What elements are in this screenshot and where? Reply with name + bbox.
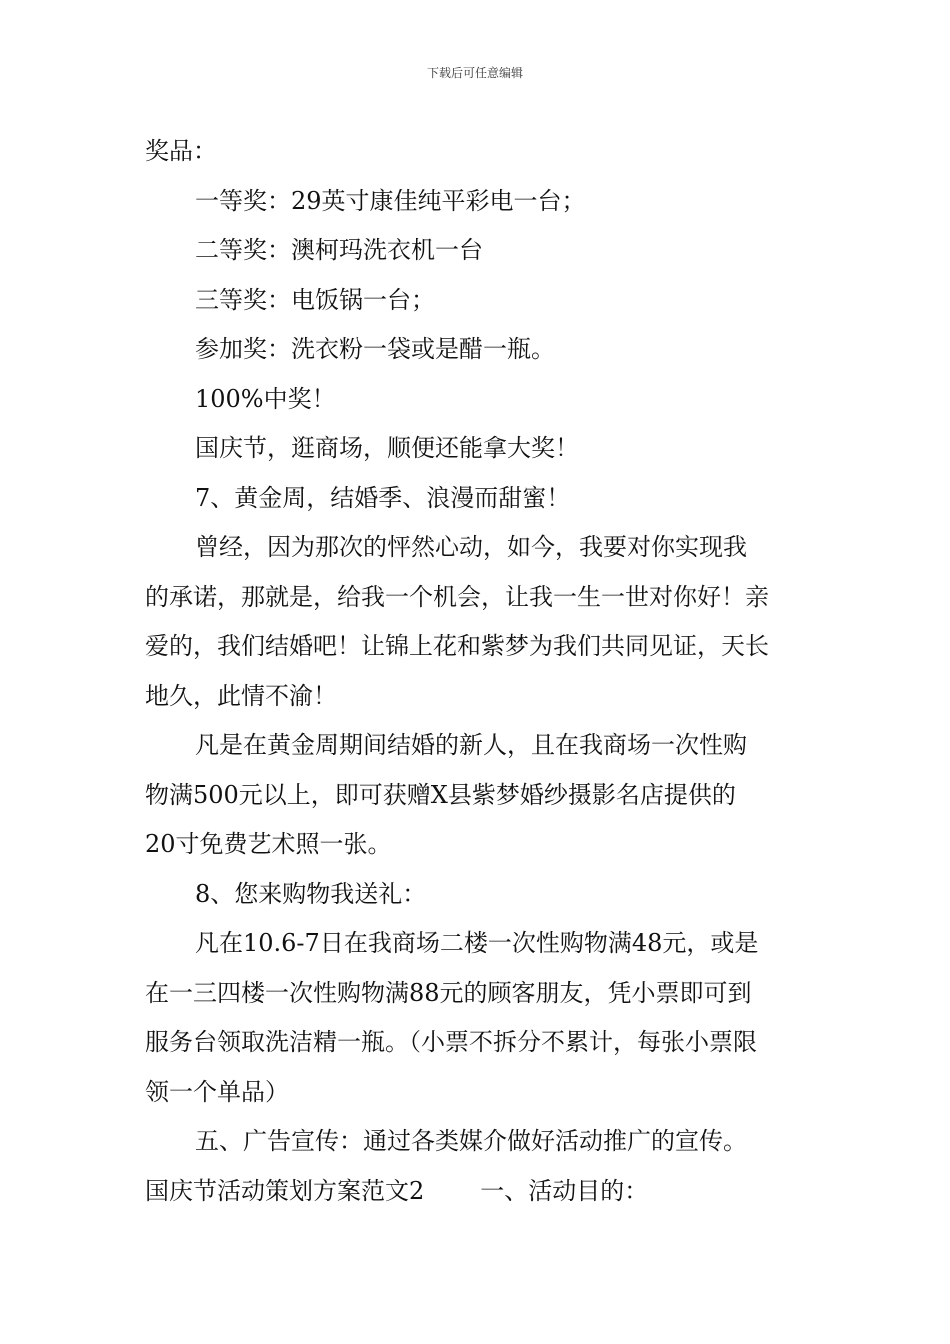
prize-rate: 100%中奖！	[195, 384, 336, 413]
paragraph-line: 20寸免费艺术照一张。	[145, 830, 392, 858]
page-header-note: 下载后可任意编辑	[426, 66, 523, 80]
section-8-paragraph	[145, 919, 810, 1117]
section-7-paragraph-1	[145, 523, 810, 721]
paragraph-line: 曾经，因为那次的怦然心动，如今，我要对你实现我	[195, 533, 747, 561]
paragraph-line: 在一三四楼一次性购物满88元的顾客朋友，凭小票即可到	[145, 978, 752, 1007]
document-body	[145, 127, 810, 1216]
section-8-title: 8、您来购物我送礼：	[195, 879, 427, 908]
prize-second: 二等奖：澳柯玛洗衣机一台	[195, 236, 483, 264]
slogan: 国庆节，逛商场，顺便还能拿大奖！	[195, 434, 579, 462]
prizes-heading: 奖品：	[145, 137, 217, 165]
next-plan-heading: 国庆节活动策划方案范文2	[145, 1176, 425, 1205]
next-plan-subheading: 一、活动目的：	[480, 1176, 649, 1205]
paragraph-line: 凡在10.6-7日在我商场二楼一次性购物满48元，或是	[195, 929, 759, 957]
paragraph-line: 地久，此情不渝！	[145, 681, 337, 710]
section-7-title: 7、黄金周，结婚季、浪漫而甜蜜！	[195, 483, 571, 512]
paragraph-line: 物满500元以上，即可获赠X县紫梦婚纱摄影名店提供的	[145, 780, 736, 809]
prize-first: 一等奖：29英寸康佳纯平彩电一台；	[195, 186, 586, 215]
paragraph-line: 爱的，我们结婚吧！让锦上花和紫梦为我们共同见证，天长	[145, 632, 769, 660]
prize-participation: 参加奖：洗衣粉一袋或是醋一瓶。	[195, 335, 555, 363]
section-7-paragraph-2	[145, 721, 810, 870]
paragraph-line: 领一个单品）	[145, 1077, 289, 1106]
paragraph-line: 服务台领取洗洁精一瓶。（小票不拆分不累计，每张小票限	[145, 1028, 757, 1056]
paragraph-line: 凡是在黄金周期间结婚的新人，且在我商场一次性购	[195, 731, 747, 759]
next-plan-heading-row	[145, 1167, 810, 1217]
section-5-title: 五、广告宣传：通过各类媒介做好活动推广的宣传。	[195, 1127, 747, 1155]
prize-third: 三等奖：电饭锅一台；	[195, 285, 435, 314]
paragraph-line: 的承诺，那就是，给我一个机会，让我一生一世对你好！亲	[145, 582, 769, 611]
